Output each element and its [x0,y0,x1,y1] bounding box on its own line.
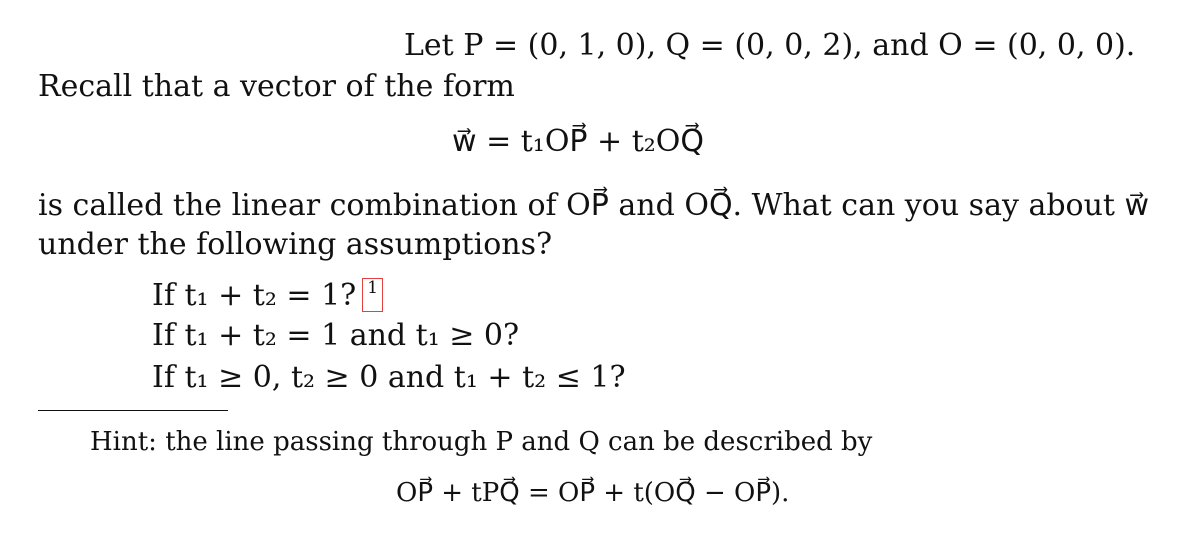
question-line-1: is called the linear combination of OP⃗ and OQ⃗. What can you say about w⃗ [38,188,1150,223]
condition-1-text: If t₁ + t₂ = 1? [152,278,357,313]
recall-text: Recall that a vector of the form [38,69,515,104]
linear-combination-formula: w⃗ = t₁OP⃗ + t₂OQ⃗ [452,124,705,159]
condition-3: If t₁ ≥ 0, t₂ ≥ 0 and t₁ + t₂ ≤ 1? [152,360,626,395]
hint-formula: OP⃗ + tPQ⃗ = OP⃗ + t(OQ⃗ − OP⃗). [396,478,790,508]
hint-text: Hint: the line passing through P and Q can be described by [90,427,873,457]
footnote-rule [38,410,228,411]
condition-1 [152,278,383,314]
condition-marker[interactable]: 1 [362,278,383,312]
condition-2: If t₁ + t₂ = 1 and t₁ ≥ 0? [152,318,520,353]
question-line-2: under the following assumptions? [38,227,553,262]
given-points: Let P = (0, 1, 0), Q = (0, 0, 2), and O = (0, 0, 0). [404,28,1136,63]
